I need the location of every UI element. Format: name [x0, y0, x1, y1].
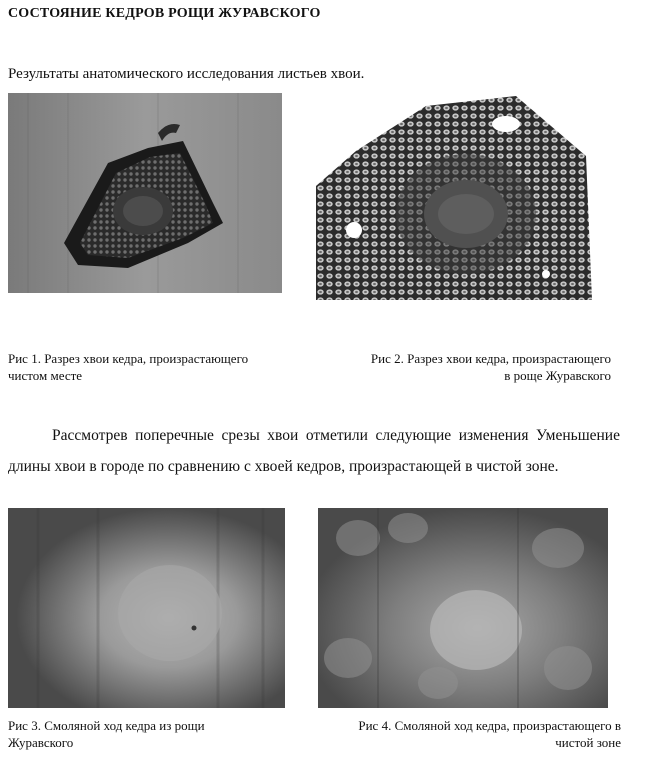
figure-1-caption [8, 350, 248, 384]
figure-3-caption-line1: Рис 3. Смоляной ход кедра из рощи [8, 718, 205, 733]
figure-4-caption-line1: Рис 4. Смоляной ход кедра, произрастающего в [358, 718, 621, 733]
figure-3-caption [8, 717, 205, 751]
figure-4-caption [358, 717, 621, 751]
figure-4-caption-line2: чистой зоне [555, 735, 621, 750]
figure-3-photo [8, 508, 285, 708]
intro-text: Результаты анатомического исследования листьев хвои. [8, 66, 365, 82]
figure-1-caption-line2: чистом месте [8, 368, 83, 383]
page-title: СОСТОЯНИЕ КЕДРОВ РОЩИ ЖУРАВСКОГО [8, 6, 321, 21]
figure-2-caption-line1: Рис 2. Разрез хвои кедра, произрастающего [370, 351, 611, 366]
figure-1-photo [8, 93, 282, 293]
figure-1-caption-line1: Рис 1. Разрез хвои кедра, произрастающего [8, 351, 249, 366]
figure-2-caption [371, 350, 611, 384]
body-paragraph: Рассмотрев поперечные срезы хвои отметили следующие изменения Уменьшение длины хвои в городе по сравнению с хвоей кедров, произрастающей в чистой зоне. [8, 427, 620, 475]
figure-4-photo [318, 508, 608, 708]
figure-3-caption-line2: Журавского [8, 735, 74, 750]
figure-2-photo [316, 96, 592, 300]
figure-2-caption-line2: в роще Журавского [504, 368, 611, 383]
